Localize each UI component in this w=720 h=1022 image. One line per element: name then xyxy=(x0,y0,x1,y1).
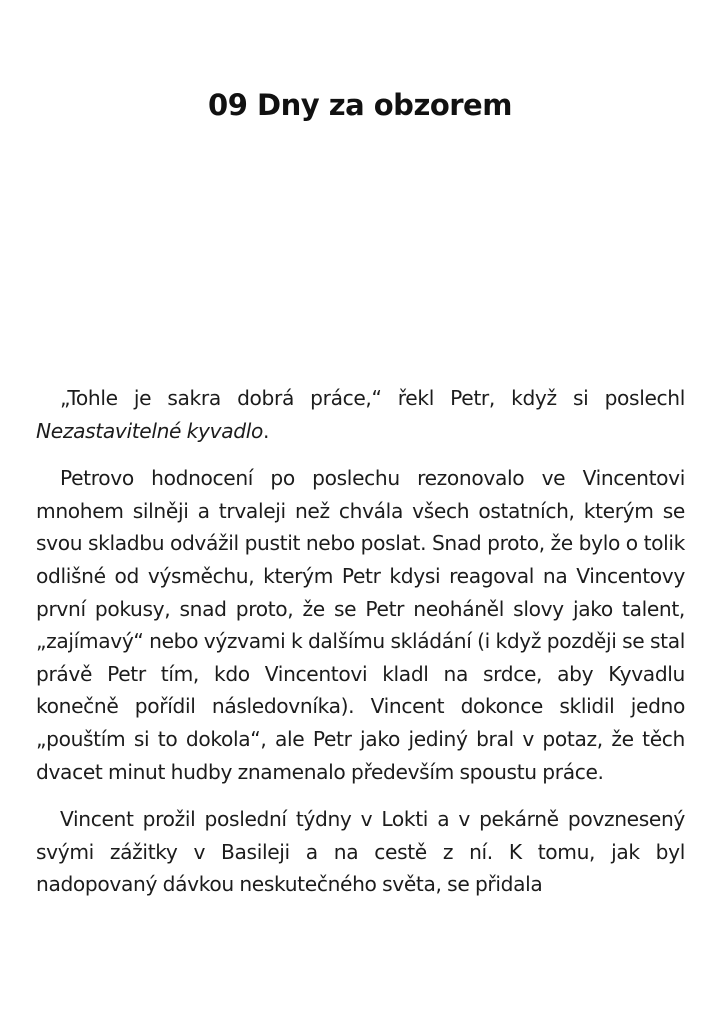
chapter-title: 09 Dny za obzorem xyxy=(208,88,512,122)
chapter-body xyxy=(36,382,685,916)
paragraph-3: Vincent prožil poslední týdny v Lokti a v pekárně povznesený svými zážitky v Basileji a na cestě z ní. K tomu, jak byl nadopovaný dávkou neskutečného světa, se přidala xyxy=(36,807,685,897)
paragraph-1-text-end: . xyxy=(262,418,270,443)
paragraph-2: Petrovo hodnocení po poslechu rezonovalo ve Vincentovi mnohem silněji a trvaleji než chvála všech ostatních, kterým se svou skladbu odvážil pustit nebo poslat. Snad proto, že bylo o tolik odlišné od výsměchu, kterým Petr kdysi reagoval na Vincentovy první pokusy, snad proto, že se Petr neoháněl slovy jako talent, „zajímavý“ nebo výzvami k dalšímu skládání (i když později se stal právě Petr tím, kdo Vincentovi kladl na srdce, aby Kyvadlu konečně pořídil následovníka). Vincent dokonce sklidil jedno „pouštím si to dokola“, ale Petr jako jediný bral v potaz, že těch dvacet minut hudby znamenalo především spoustu práce. xyxy=(36,466,685,784)
work-title-italic: Nezastavitelné kyvadlo xyxy=(36,418,263,443)
paragraph-1-text-start: „Tohle je sakra dobrá práce,“ řekl Petr, když si poslechl xyxy=(60,386,685,410)
paragraph-1 xyxy=(36,382,685,447)
